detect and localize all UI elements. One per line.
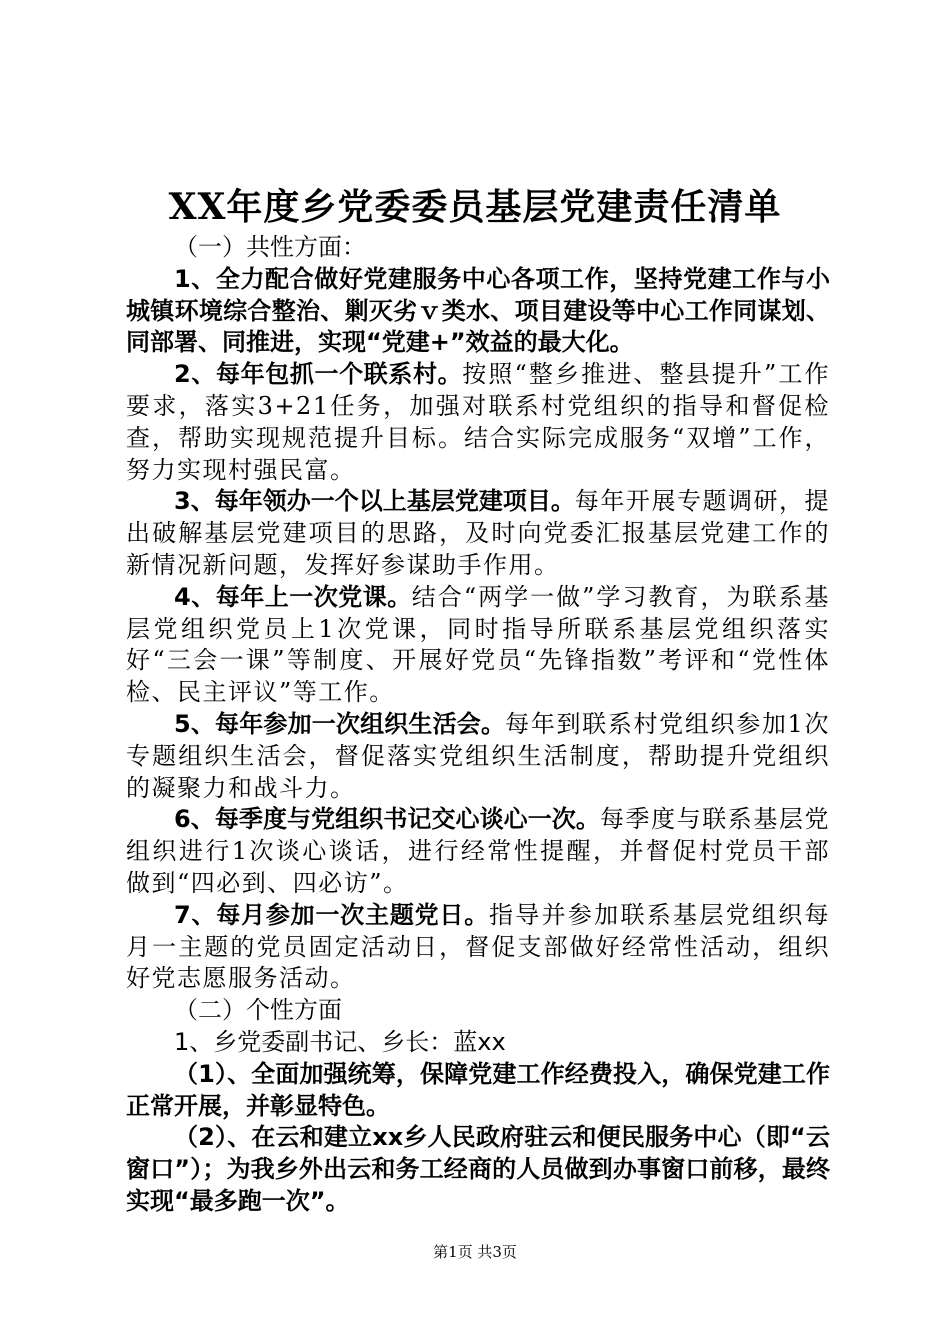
- item-lead: 2、每年包抓一个联系村。: [174, 360, 463, 389]
- sub-item: （1）、全面加强统筹，保障党建工作经费投入，确保党建工作正常开展，并彰显特色。: [126, 1059, 830, 1120]
- item-detail: 每年开展专题调研，提出破解基层党建项目的思路，及时向党委汇报基层党建工作的新情况新问题，发挥好参谋助手作用。: [126, 487, 831, 579]
- sub-item: （2）、在云和建立xx乡人民政府驻云和便民服务中心（即“云窗口”）；为我乡外出云和务工经商的人员做到办事窗口前移，最终实现“最多跑一次”。: [126, 1123, 830, 1215]
- list-item: [126, 804, 830, 899]
- item-detail: 指导并参加联系基层党组织每月一主题的党员固定活动日，督促支部做好经常性活动，组织好党志愿服务活动。: [126, 900, 831, 993]
- page-footer: 第1页 共3页: [433, 1243, 517, 1261]
- list-item: [126, 709, 830, 804]
- item-lead: 3、每年领办一个以上基层党建项目。: [174, 487, 575, 516]
- item-lead: 7、每月参加一次主题党日。: [174, 900, 489, 929]
- item-lead: 5、每年参加一次组织生活会。: [174, 709, 506, 738]
- item-lead: 6、每季度与党组织书记交心谈心一次。: [174, 805, 600, 834]
- section-heading-common: （一）共性方面：: [174, 233, 366, 261]
- item-detail: 按照“整乡推进、整县提升”工作要求，落实3+21任务，加强对联系村党组织的指导和督促检查，帮助实现规范提升目标。结合实际完成服务“双增”工作，努力实现村强民富。: [126, 360, 830, 484]
- list-item: [126, 486, 830, 581]
- list-item: [126, 359, 830, 486]
- list-item: [126, 264, 830, 359]
- document-body: [126, 232, 830, 1218]
- item-detail: 每季度与联系基层党组织进行1次谈心谈话，进行经常性提醒，并督促村党员干部做到“四必到、四必访”。: [126, 805, 831, 897]
- list-item: [126, 582, 830, 709]
- section-heading-individual: （二）个性方面: [174, 996, 342, 1025]
- item-detail: 每年到联系村党组织参加1次专题组织生活会，督促落实党组织生活制度，帮助提升党组织的凝聚力和战斗力。: [126, 709, 830, 802]
- item-detail: 结合“两学一做”学习教育，为联系基层党组织党员上1次党课，同时指导所联系基层党组织落实好“三会一课”等制度、开展好党员“先锋指数”考评和“党性体检、民主评议”等工作。: [126, 582, 830, 707]
- list-item: [126, 900, 830, 995]
- item-lead: 4、每年上一次党课。: [174, 582, 412, 611]
- person-line: 1、乡党委副书记、乡长：蓝xx: [174, 1027, 506, 1056]
- item-lead: 1、全力配合做好党建服务中心各项工作，坚持党建工作与小城镇环境综合整治、剿灭劣ｖ类水、项目建设等中心工作同谋划、同部署、同推进，实现“党建+”效益的最大化。: [126, 264, 830, 357]
- document-title: XX年度乡党委委员基层党建责任清单: [168, 186, 782, 228]
